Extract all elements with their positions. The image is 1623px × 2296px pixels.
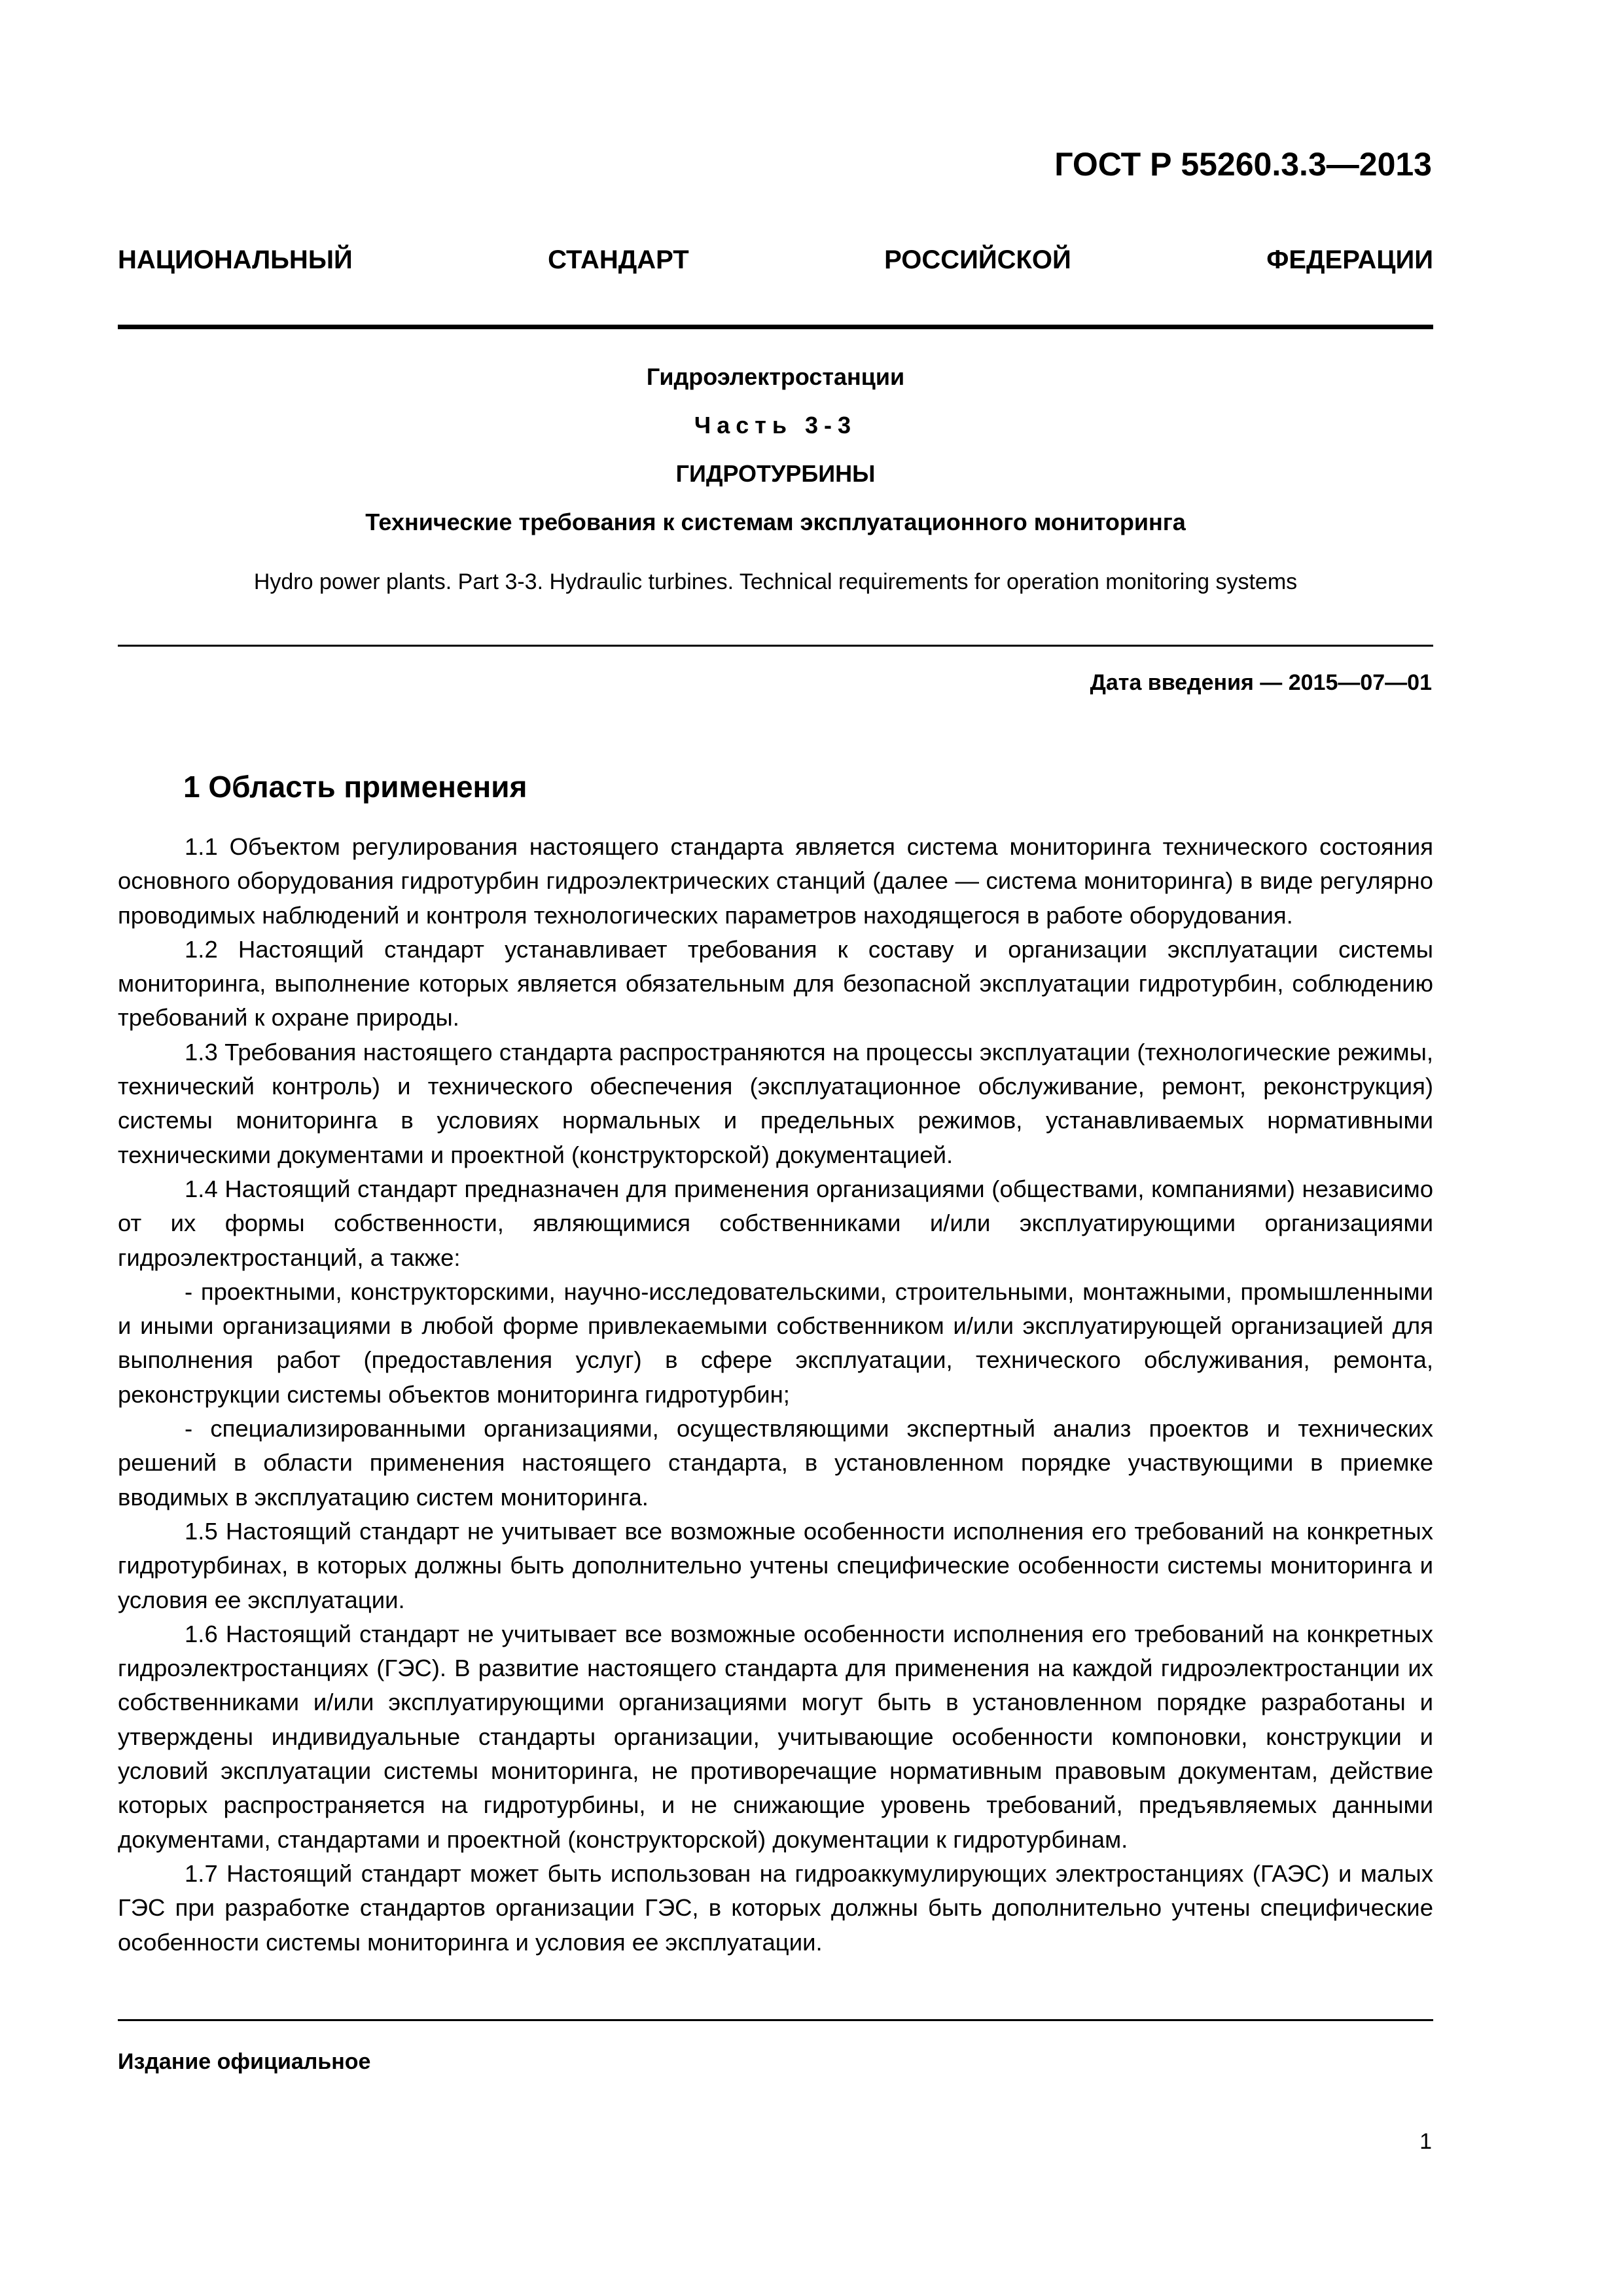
list-item: - специализированными организациями, осуществляющими экспертный анализ проектов и технических решений в области применения настоящего стандарта, в установленном порядке участвующими в приемке вводимых в эксплуатацию систем мониторинга. <box>118 1415 1433 1511</box>
paragraph: 1.2 Настоящий стандарт устанавливает требования к составу и организации эксплуатации системы мониторинга, выполнение которых является обязательным для безопасной эксплуатации гидротурбин, соблюдению требований к охране природы. <box>118 935 1433 1031</box>
footer-rule <box>118 2019 1433 2021</box>
edition-label: Издание официальное <box>118 2049 371 2074</box>
page-number: 1 <box>1419 2129 1432 2154</box>
paragraph: 1.1 Объектом регулирования настоящего стандарта является система мониторинга технического состояния основного оборудования гидротурбин гидроэлектрических станций (далее — система мониторинга) в виде регулярно проводимых наблюдений и контроля технологических параметров находящегося в работе оборудования. <box>118 833 1433 929</box>
list-item: - проектными, конструкторскими, научно-исследовательскими, строительными, монтажными, промышленными и иными организациями в любой форме привлекаемыми собственником и/или эксплуатирующей организацией для выполнения работ (предоставления услуг) в сфере эксплуатации, технического обслуживания, ремонта, реконструкции системы объектов мониторинга гидротурбин; <box>118 1278 1433 1408</box>
english-title: Hydro power plants. Part 3-3. Hydraulic turbines. Technical requirements for operation monitoring systems <box>253 569 1298 594</box>
paragraph: 1.5 Настоящий стандарт не учитывает все возможные особенности исполнения его требований на конкретных гидротурбинах, в которых должны быть дополнительно учтены специфические особенности системы мониторинга и условия ее эксплуатации. <box>118 1517 1433 1613</box>
national-standard-word: НАЦИОНАЛЬНЫЙ <box>118 245 353 274</box>
title-rule <box>118 645 1433 647</box>
national-standard-word: РОССИЙСКОЙ <box>884 245 1071 274</box>
document-name: ГИДРОТУРБИНЫ <box>675 460 876 487</box>
document-subtitle: Технические требования к системам эксплуатационного мониторинга <box>365 509 1186 535</box>
section-heading: 1 Область применения <box>183 770 527 804</box>
section-body <box>118 830 1433 1960</box>
paragraph: 1.6 Настоящий стандарт не учитывает все возможные особенности исполнения его требований на конкретных гидроэлектростанциях (ГЭС). В развитие настоящего стандарта для применения на каждой гидроэлектростанции их собственниками и/или эксплуатирующими организациями могут быть в установленном порядке разработаны и утверждены индивидуальные стандарты организации, учитывающие особенности компоновки, конструкции и условий эксплуатации системы мониторинга, не противоречащие нормативным правовым документам, действие которых распространяется на гидротурбины, и не снижающие уровень требований, предъявляемых данными документами, стандартами и проектной (конструкторской) документации к гидротурбинам. <box>118 1620 1433 1853</box>
paragraph: 1.7 Настоящий стандарт может быть использован на гидроаккумулирующих электростанциях (ГАЭС) и малых ГЭС при разработке стандартов организации ГЭС, в которых должны быть дополнительно учтены специфические особенности системы мониторинга и условия ее эксплуатации. <box>118 1859 1433 1956</box>
national-standard-word: ФЕДЕРАЦИИ <box>1266 245 1433 274</box>
paragraph: 1.4 Настоящий стандарт предназначен для применения организациями (обществами, компаниями) независимо от их формы собственности, являющимися собственниками и/или эксплуатирующими организациями гидроэлектростанций, а также: <box>118 1175 1433 1271</box>
national-standard-word: СТАНДАРТ <box>548 245 689 274</box>
gost-code: ГОСТ Р 55260.3.3—2013 <box>1054 146 1432 183</box>
national-standard-title <box>118 245 1433 275</box>
header-rule <box>118 325 1433 329</box>
document-topic: Гидроэлектростанции <box>646 363 905 390</box>
paragraph: 1.3 Требования настоящего стандарта распространяются на процессы эксплуатации (технологические режимы, технический контроль) и технического обеспечения (эксплуатационное обслуживание, ремонт, реконструкция) системы мониторинга в условиях нормальных и предельных режимов, устанавливаемых нормативными техническими документами и проектной (конструкторской) документацией. <box>118 1038 1433 1168</box>
document-part: Часть 3-3 <box>694 412 857 439</box>
introduction-date: Дата введения — 2015—07—01 <box>1090 670 1432 695</box>
